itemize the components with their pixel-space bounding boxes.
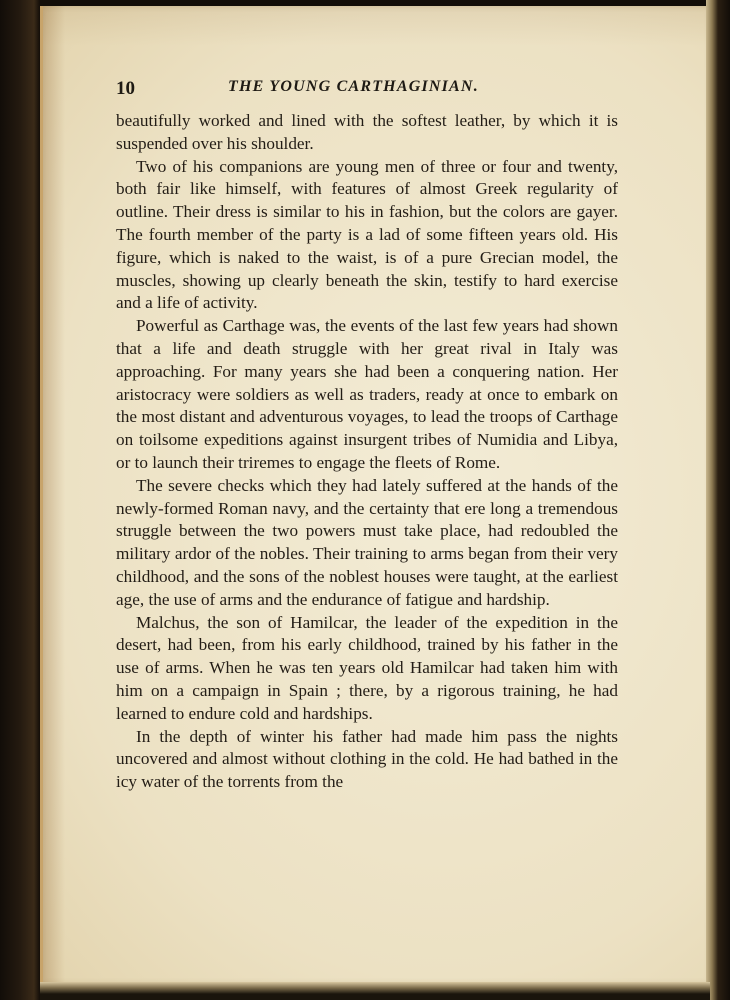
running-title: THE YOUNG CARTHAGINIAN. bbox=[228, 78, 479, 95]
paragraph-4: The severe checks which they had lately suffered at the hands of the newly-formed Roman navy, and the certainty that ere long a tremendous struggle between the two powers must take place, had redoubled the military ardor of the nobles. Their training to arms began from their very childhood, and the sons of the noblest houses were taught, at the earliest age, the use of arms and the endurance of fatigue and hardship. bbox=[116, 475, 618, 609]
page-number: 10 bbox=[116, 78, 135, 99]
body-text bbox=[116, 110, 618, 794]
running-header bbox=[116, 76, 616, 102]
paragraph-5: Malchus, the son of Hamilcar, the leader of the expedition in the desert, had been, from his early childhood, trained by his father in the use of arms. When he was ten years old Hamilcar had taken him with him on a campaign in Spain ; there, by a rigorous training, he had learned to endure cold and hardships. bbox=[116, 612, 618, 723]
paragraph-1: beautifully worked and lined with the softest leather, by which it is suspended over his shoulder. bbox=[116, 111, 618, 153]
page-edge-bottom bbox=[40, 982, 710, 1000]
page-edge-right bbox=[706, 0, 730, 1000]
paragraph-3: Powerful as Carthage was, the events of the last few years had shown that a life and death struggle with her great rival in Italy was approaching. For many years she had been a conquering nation. Her aristocracy were soldiers as well as traders, ready at once to embark on the most distant and adventurous voyages, to lead the troops of Carthage on toilsome expeditions against insurgent tribes of Numidia and Libya, or to launch their triremes to engage the fleets of Rome. bbox=[116, 316, 618, 472]
paragraph-6: In the depth of winter his father had made him pass the nights uncovered and almost without clothing in the cold. He had bathed in the icy water of the torrents from the bbox=[116, 726, 618, 792]
paragraph-2: Two of his companions are young men of three or four and twenty, both fair like himself, with features of almost Greek regularity of outline. Their dress is similar to his in fashion, but the colors are gayer. The fourth member of the party is a lad of some fifteen years old. His figure, which is naked to the waist, is of a pure Grecian model, the muscles, showing up clearly beneath the skin, testify to hard exercise and a life of activity. bbox=[116, 156, 618, 313]
